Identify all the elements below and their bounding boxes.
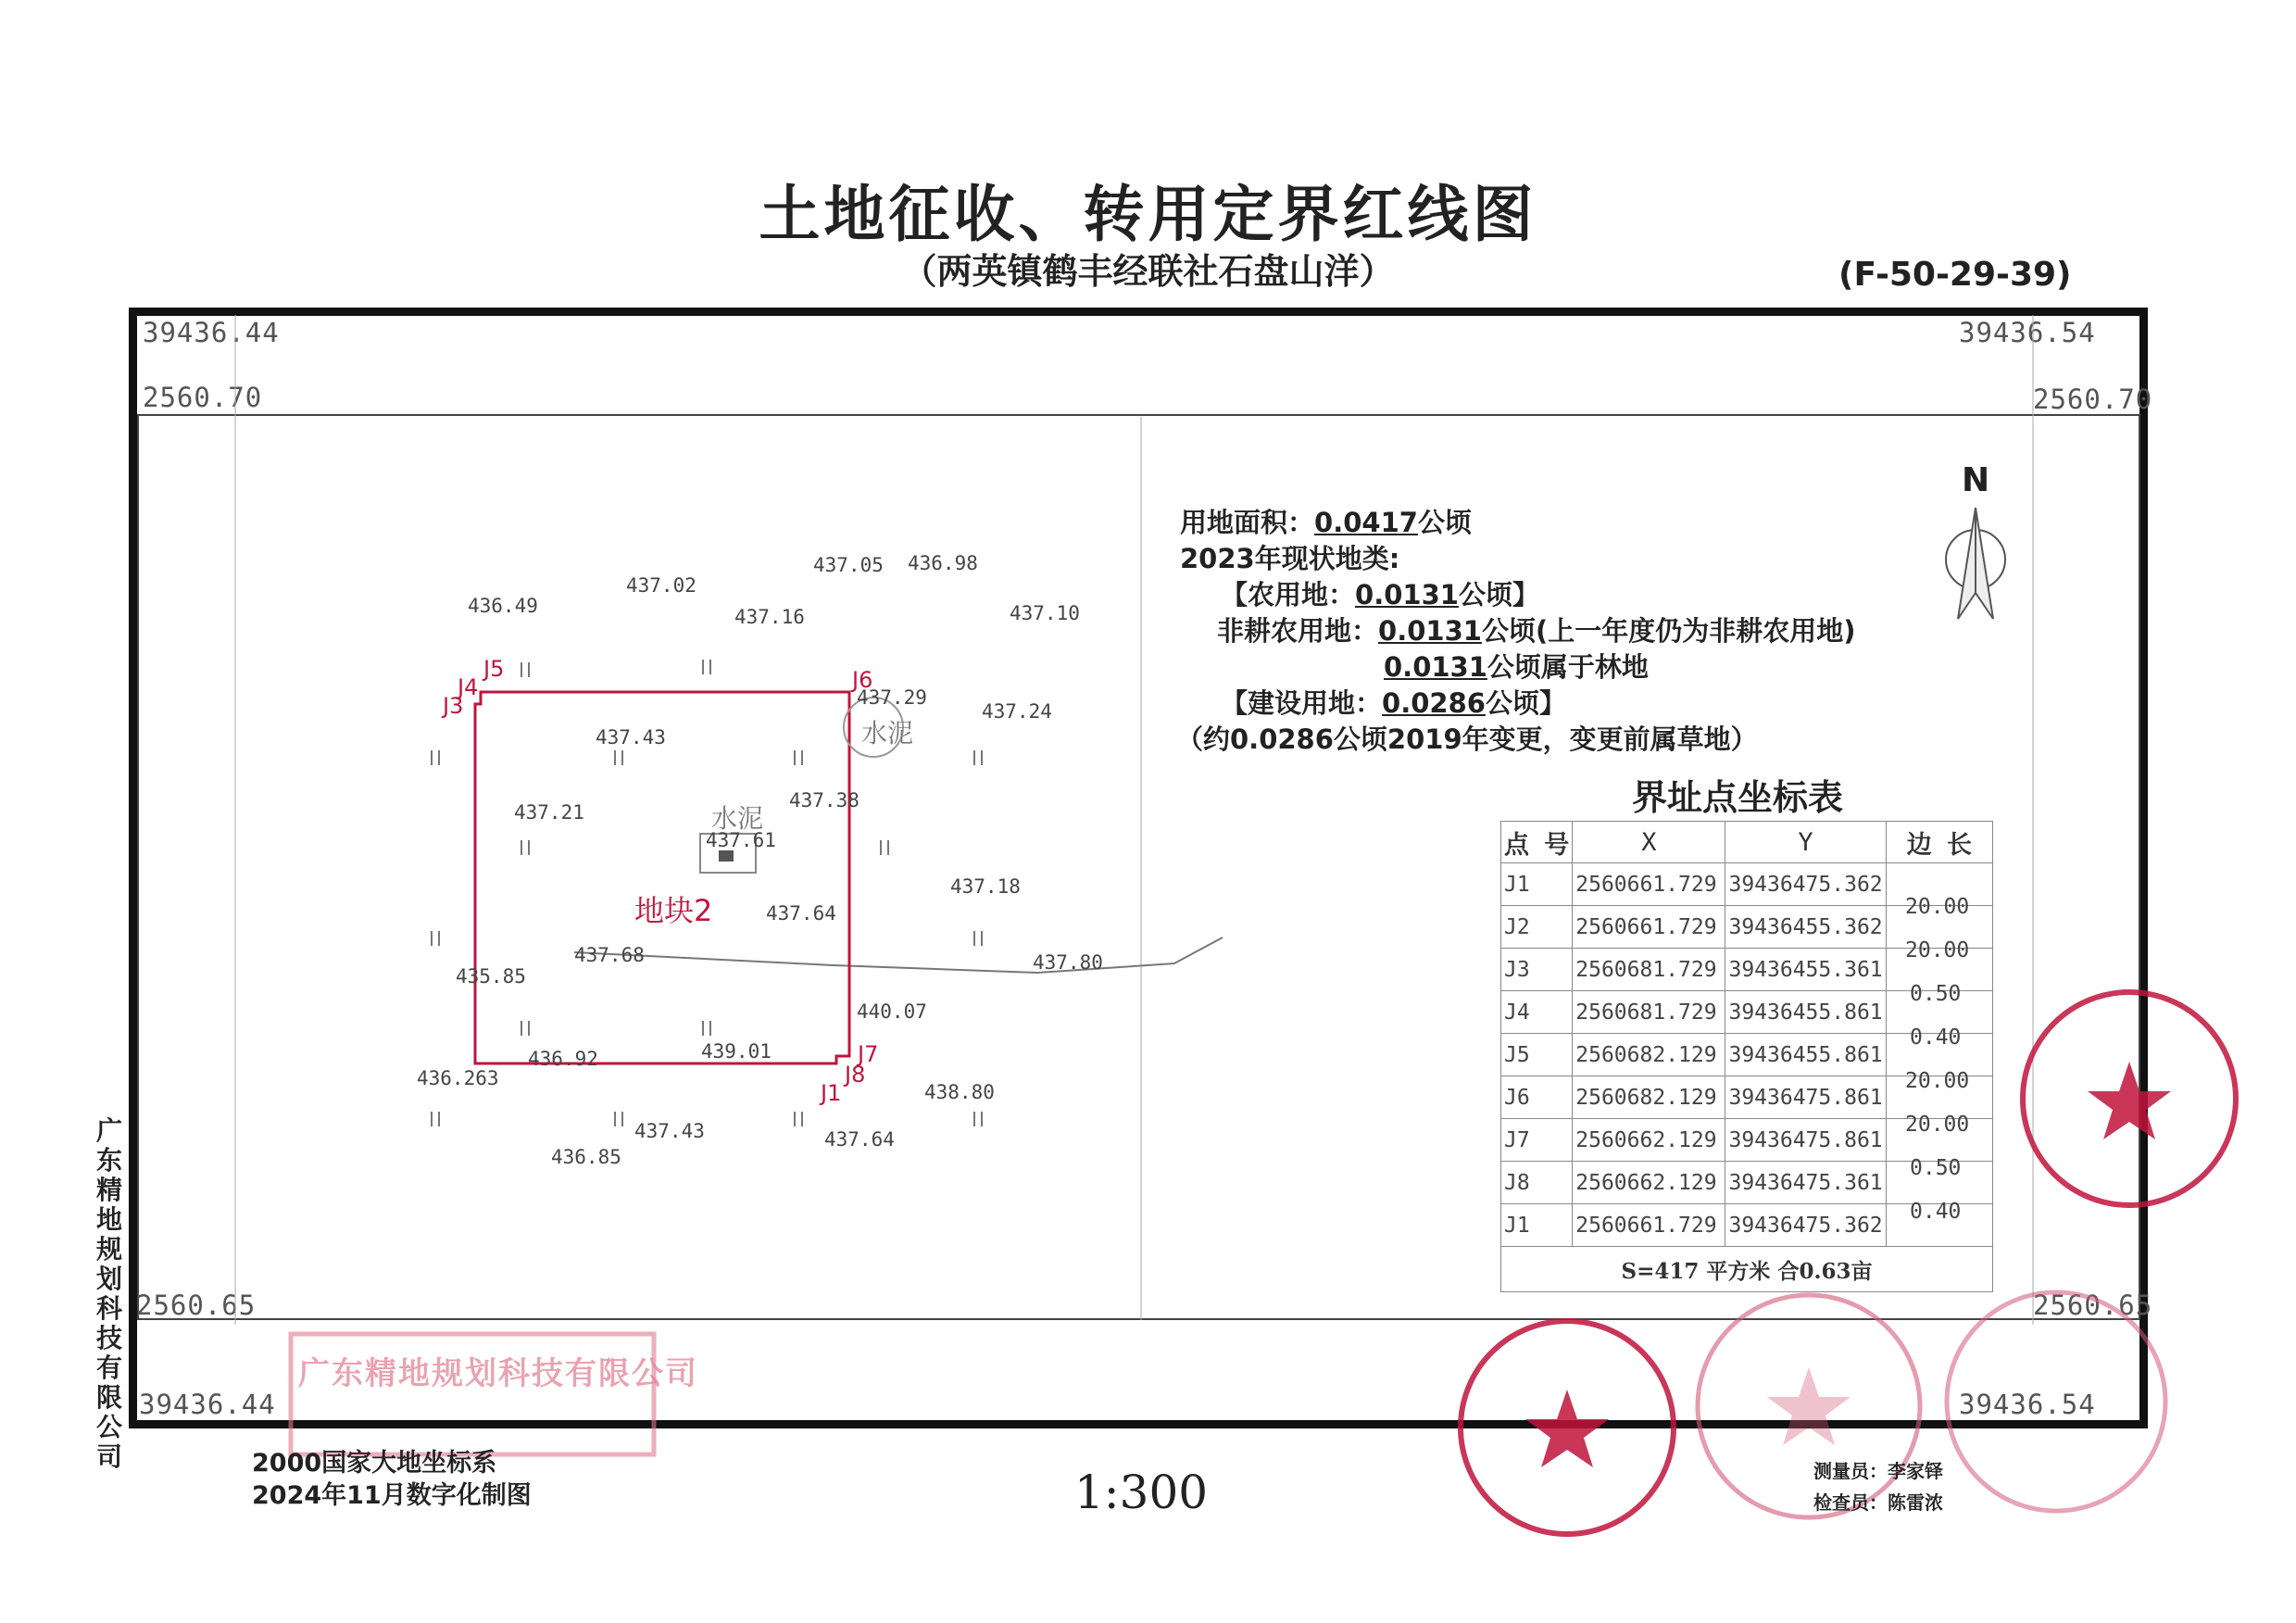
cell-point: J1 [1501,1204,1573,1247]
point-label-j6: J6 [852,667,873,693]
cell-y: 39436455.861 [1725,1034,1886,1076]
edge-length: 0.40 [1910,1200,1962,1224]
header-point: 点 号 [1501,822,1573,863]
cell-y: 39436475.861 [1725,1119,1886,1162]
cell-y: 39436475.362 [1725,1204,1886,1247]
cell-point: J6 [1501,1076,1573,1119]
header-edge: 边 长 [1886,822,1992,863]
table-header-row [1501,822,1993,863]
elevation-point: 437.61 [706,829,776,851]
cell-y: 39436475.362 [1725,863,1886,906]
corner-bl-x: 2560.65 [136,1290,257,1321]
status-line: 2023年现状地类: [1180,543,1400,574]
elevation-point: 436.92 [528,1048,598,1070]
date-text: 2024年11月数字化制图 [252,1481,532,1510]
sheet-number: (F-50-29-39) [1838,256,2072,294]
cell-y: 39436455.362 [1725,906,1886,949]
parcel-label: 地块2 [634,893,713,928]
building-fill [719,850,734,862]
seal-stamp-right [2023,992,2236,1205]
elevation-point: 435.85 [456,965,526,988]
elevation-point: 436.98 [908,552,978,574]
cement-label: 水泥 [711,803,764,834]
cell-x: 2560681.729 [1573,949,1725,991]
corner-tr-y: 39436.54 [1959,317,2096,348]
point-label-j4: J4 [458,674,479,700]
elevation-point: 440.07 [857,1000,927,1023]
cell-x: 2560682.129 [1573,1034,1725,1076]
elevation-point: 437.68 [574,944,645,966]
company-stamp-text: 广东精地规划科技有限公司 [298,1355,698,1392]
cell-point: J1 [1501,863,1573,906]
cell-point: J2 [1501,906,1573,949]
elevation-point: 437.43 [634,1120,705,1142]
build-line: 【建设用地：0.0286公顷】 [1221,687,1566,719]
elevation-point: 437.29 [857,686,927,709]
cell-x: 2560661.729 [1573,906,1725,949]
edge-length: 20.00 [1905,895,1970,919]
elevation-point: 436.85 [551,1146,621,1168]
forest-line: 0.0131公顷属于林地 [1384,651,1649,683]
seal-stamp-village [1947,1292,2165,1511]
elevation-point: 437.43 [596,726,666,749]
edge-length: 20.00 [1905,1113,1970,1137]
company-side-text: 广东精地规划科技有限公司 [95,1115,122,1472]
seal-stamp-bureau [1698,1295,1920,1517]
elevation-point: 437.10 [1010,602,1080,624]
cell-x: 2560662.129 [1573,1119,1725,1162]
cell-x: 2560681.729 [1573,991,1725,1034]
point-label-j8: J8 [845,1062,866,1088]
corner-bl-y: 39436.44 [139,1389,276,1420]
nonagri-line: 非耕农用地：0.0131公顷(上一年度仍为非耕农用地) [1217,615,1856,647]
cell-x: 2560661.729 [1573,1204,1725,1247]
map-title: 土地征收、转用定界红线图 [759,179,1537,250]
corner-tl-x: 2560.70 [143,382,263,413]
elevation-point: 438.80 [924,1081,995,1103]
seal-stamp-office [1461,1321,1674,1534]
checker-text: 检查员：陈雷浓 [1813,1491,1943,1514]
edge-length: 0.50 [1910,1156,1962,1180]
area-line: 用地面积：0.0417公顷 [1180,507,1472,538]
elevation-point: 437.64 [824,1128,895,1151]
elevation-point: 437.80 [1033,951,1103,974]
corner-tl-y: 39436.44 [143,317,280,348]
table-summary: S=417 平方米 合0.63亩 [1501,1247,1993,1292]
edge-length: 20.00 [1905,1069,1970,1093]
point-label-j5: J5 [483,656,505,682]
point-label-j7: J7 [858,1041,879,1067]
note-line: （约0.0286公顷2019年变更，变更前属草地） [1176,723,1758,755]
edge-length: 0.50 [1910,982,1962,1006]
cell-x: 2560682.129 [1573,1076,1725,1119]
cell-point: J3 [1501,949,1573,991]
header-x: X [1573,822,1725,863]
edge-length: 0.40 [1910,1025,1962,1050]
cell-y: 39436455.861 [1725,991,1886,1034]
cell-point: J4 [1501,991,1573,1034]
datum-text: 2000国家大地坐标系 [252,1449,497,1478]
elevation-point: 436.263 [417,1067,499,1089]
table-title: 界址点坐标表 [1632,777,1844,818]
agri-line: 【农用地：0.0131公顷】 [1221,579,1539,610]
corner-br-y: 39436.54 [1959,1389,2096,1420]
elevation-point: 437.05 [813,554,884,576]
corner-tr-x: 2560.70 [2033,384,2153,415]
elevation-point: 439.01 [701,1040,772,1063]
ditch-line [574,937,1223,973]
corner-br-x: 2560.65 [2033,1290,2153,1321]
cell-x: 2560662.129 [1573,1162,1725,1204]
cell-y: 39436475.861 [1725,1076,1886,1119]
surveyor-text: 测量员：李家铎 [1813,1460,1943,1482]
header-y: Y [1725,822,1886,863]
cell-y: 39436455.361 [1725,949,1886,991]
elevation-point: 437.02 [626,574,696,597]
elevation-point: 437.21 [514,801,584,824]
elevation-point: 437.64 [766,902,836,925]
north-arrow-icon [1946,508,2005,619]
edge-length: 20.00 [1905,938,1970,962]
scale-text: 1:300 [1074,1466,1209,1519]
elevation-point: 437.24 [982,700,1052,723]
table-summary-row [1501,1247,1993,1292]
elevation-point: 437.16 [734,606,805,628]
point-label-j1: J1 [821,1080,842,1106]
elevation-point: 437.38 [789,789,859,812]
cell-point: J8 [1501,1162,1573,1204]
cell-x: 2560661.729 [1573,863,1725,906]
north-label: N [1962,461,1990,499]
map-subtitle: （两英镇鹤丰经联社石盘山洋） [901,251,1395,292]
cell-point: J5 [1501,1034,1573,1076]
point-label-j3: J3 [443,693,464,719]
cell-y: 39436475.361 [1725,1162,1886,1204]
elevation-point: 437.18 [950,875,1021,898]
cement-label: 水泥 [861,718,914,749]
cell-point: J7 [1501,1119,1573,1162]
elevation-point: 436.49 [468,595,538,617]
